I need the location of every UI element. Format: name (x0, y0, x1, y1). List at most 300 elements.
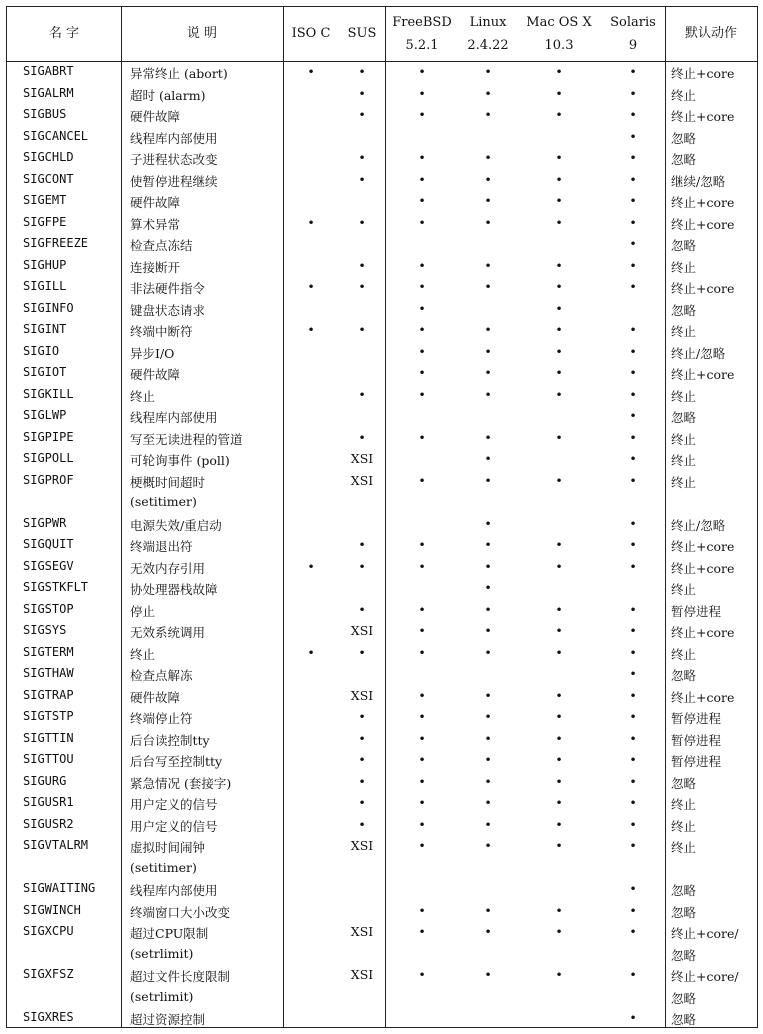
solaris-mark: • (629, 128, 637, 144)
macosx-mark: • (555, 386, 563, 402)
iso-c-mark: • (307, 214, 315, 230)
table-row (7, 967, 757, 1010)
solaris-mark: • (629, 752, 637, 767)
signal-name: SIGFPE (23, 214, 67, 229)
solaris-mark: • (629, 623, 637, 638)
default-action: 终止+core (671, 689, 735, 705)
default-action: 忽略 (671, 668, 697, 683)
solaris-mark: • (629, 171, 637, 187)
table-row (7, 1010, 757, 1032)
default-action: 继续/忽略 (671, 173, 726, 189)
table-row (7, 430, 757, 452)
linux-mark: • (484, 386, 492, 402)
signal-name: SIGABRT (23, 64, 74, 78)
linux-mark: • (484, 730, 492, 746)
signal-description: 紧急情况 (套接字) (130, 775, 232, 791)
default-action: 终止+core (671, 367, 735, 382)
signal-description: 线程库内部使用 (130, 130, 218, 146)
sus-mark: • (358, 429, 366, 445)
linux-mark: • (484, 429, 492, 445)
default-action: 终止 (671, 388, 697, 404)
freebsd-mark: • (418, 322, 426, 337)
default-action: 终止+core (671, 195, 735, 210)
macosx-mark: • (555, 107, 563, 122)
linux-mark: • (484, 85, 492, 101)
signal-description: 非法硬件指令 (130, 281, 206, 296)
macosx-mark: • (555, 967, 563, 982)
default-action: 终止/忽略 (671, 517, 726, 533)
solaris-mark: • (629, 365, 637, 380)
signal-description: 硬件故障 (130, 195, 181, 210)
default-action: 终止 (671, 840, 697, 855)
default-action: 终止+core (671, 66, 735, 81)
table-row (7, 129, 757, 151)
freebsd-mark: • (418, 773, 426, 789)
table-row (7, 731, 757, 753)
freebsd-mark: • (418, 644, 426, 660)
signal-name: SIGWINCH (23, 902, 81, 917)
sus-mark: • (358, 85, 366, 101)
signal-name: SIGXRES (23, 1010, 74, 1024)
linux-mark: • (484, 472, 492, 488)
signal-description: 线程库内部使用 (130, 410, 218, 425)
macosx-mark: • (555, 472, 563, 488)
freebsd-mark: • (418, 279, 426, 294)
default-action: 暂停进程 (671, 754, 722, 769)
signal-description: 异步I/O (130, 345, 175, 361)
signal-description: 后台写至控制tty (130, 754, 223, 769)
header-freebsd: FreeBSD 5.2.1 (392, 15, 452, 53)
macosx-mark: • (555, 601, 563, 617)
sus-mark: XSI (350, 623, 374, 638)
macosx-mark: • (555, 171, 563, 187)
solaris-mark: • (629, 902, 637, 918)
signal-description: 写至无读进程的管道 (130, 431, 243, 447)
default-action-extra: 忽略 (671, 947, 697, 963)
macosx-mark: • (555, 257, 563, 273)
default-action: 终止 (671, 818, 697, 834)
freebsd-mark: • (418, 343, 426, 359)
macosx-mark: • (555, 322, 563, 337)
signal-description: 异常终止 (abort) (130, 66, 228, 81)
table-row (7, 838, 757, 881)
table-row (7, 172, 757, 194)
table-row (7, 451, 757, 473)
table-row (7, 881, 757, 903)
signal-name: SIGSYS (23, 623, 67, 637)
signal-description: 算术异常 (130, 216, 181, 232)
signal-description: 用户定义的信号 (130, 818, 218, 834)
solaris-mark: • (629, 85, 637, 101)
default-action: 终止 (671, 87, 697, 103)
sus-mark: XSI (350, 967, 374, 982)
solaris-mark: • (629, 709, 637, 724)
header-macosx: Mac OS X 10.3 (526, 15, 592, 53)
sus-mark: XSI (350, 924, 374, 939)
linux-mark: • (484, 343, 492, 359)
default-action: 忽略 (671, 152, 697, 167)
macosx-mark: • (555, 902, 563, 918)
freebsd-mark: • (418, 967, 426, 982)
freebsd-mark: • (418, 365, 426, 380)
macosx-mark: • (555, 795, 563, 810)
freebsd-mark: • (418, 601, 426, 617)
linux-mark: • (484, 171, 492, 187)
default-action: 终止 (671, 582, 697, 597)
table-row (7, 645, 757, 667)
linux-mark: • (484, 902, 492, 918)
signal-name: SIGVTALRM (23, 838, 89, 852)
default-action: 忽略 (671, 883, 697, 898)
signal-description: 超过CPU限制 (130, 926, 209, 941)
sus-mark: • (358, 322, 366, 337)
macosx-mark: • (555, 429, 563, 445)
default-action: 终止+core (671, 109, 735, 124)
solaris-mark: • (629, 386, 637, 402)
header-linux: Linux 2.4.22 (467, 15, 509, 53)
table-row (7, 709, 757, 731)
macosx-mark: • (555, 537, 563, 552)
table-row (7, 408, 757, 430)
signal-description: 用户定义的信号 (130, 797, 218, 812)
sus-mark: • (358, 601, 366, 617)
signal-description: 超过资源控制 (130, 1012, 206, 1027)
linux-mark: • (484, 150, 492, 165)
signal-description: 终止 (130, 646, 156, 662)
sus-mark: XSI (350, 451, 374, 466)
table-row (7, 559, 757, 581)
macosx-mark: • (555, 64, 563, 79)
freebsd-mark: • (418, 150, 426, 165)
solaris-mark: • (629, 795, 637, 810)
signal-name: SIGCHLD (23, 150, 74, 164)
solaris-mark: • (629, 601, 637, 617)
linux-mark: • (484, 795, 492, 810)
sus-mark: • (358, 64, 366, 79)
signal-name: SIGTTOU (23, 752, 74, 766)
solaris-mark: • (629, 924, 637, 939)
solaris-mark: • (629, 687, 637, 703)
default-action: 终止+core (671, 216, 735, 232)
linux-mark: • (484, 107, 492, 122)
table-row (7, 752, 757, 774)
sus-mark: • (358, 644, 366, 660)
signal-description: 检查点解冻 (130, 668, 193, 683)
solaris-mark: • (629, 451, 637, 466)
sus-mark: • (358, 279, 366, 294)
table-row (7, 688, 757, 710)
macosx-mark: • (555, 558, 563, 574)
freebsd-mark: • (418, 623, 426, 638)
linux-mark: • (484, 515, 492, 531)
freebsd-mark: • (418, 472, 426, 488)
signal-description: 终止 (130, 388, 156, 404)
signal-description-extra: (setrlimit) (130, 945, 194, 961)
macosx-mark: • (555, 752, 563, 767)
macosx-mark: • (555, 709, 563, 724)
signal-table (6, 6, 758, 1028)
signal-description: 梗概时间超时 (130, 474, 206, 490)
sus-mark: • (358, 171, 366, 187)
default-action: 暂停进程 (671, 732, 722, 748)
linux-mark: • (484, 709, 492, 724)
signal-description: 虚拟时间闹钟 (130, 840, 206, 855)
iso-c-mark: • (307, 279, 315, 294)
table-row (7, 64, 757, 86)
macosx-mark: • (555, 193, 563, 208)
default-action: 忽略 (671, 1012, 697, 1027)
table-row (7, 150, 757, 172)
table-row (7, 365, 757, 387)
linux-mark: • (484, 924, 492, 939)
table-row (7, 387, 757, 409)
table-row (7, 107, 757, 129)
solaris-mark: • (629, 773, 637, 789)
table-row (7, 537, 757, 559)
signal-name: SIGPOLL (23, 451, 74, 465)
signal-description: 无效系统调用 (130, 625, 206, 640)
solaris-mark: • (629, 343, 637, 359)
linux-mark: • (484, 967, 492, 982)
signal-description-extra: (setitimer) (130, 859, 197, 875)
signal-name: SIGHUP (23, 257, 67, 272)
header-sus: SUS (347, 26, 377, 41)
freebsd-mark: • (418, 795, 426, 810)
default-action: 终止/忽略 (671, 345, 726, 361)
macosx-mark: • (555, 773, 563, 789)
freebsd-mark: • (418, 214, 426, 230)
macosx-mark: • (555, 279, 563, 294)
default-action: 终止+core (671, 560, 735, 576)
solaris-mark: • (629, 408, 637, 423)
signal-name: SIGTSTP (23, 709, 74, 723)
default-action: 终止 (671, 431, 697, 447)
default-action: 终止+core/ (671, 926, 739, 941)
signal-description: 硬件故障 (130, 689, 181, 705)
linux-mark: • (484, 752, 492, 767)
default-action: 忽略 (671, 130, 697, 146)
default-action: 暂停进程 (671, 711, 722, 726)
signal-name: SIGBUS (23, 107, 67, 121)
signal-name: SIGTTIN (23, 730, 74, 745)
signal-description: 线程库内部使用 (130, 883, 218, 898)
default-action: 终止 (671, 646, 697, 662)
solaris-mark: • (629, 150, 637, 165)
sus-mark: • (358, 795, 366, 810)
solaris-mark: • (629, 881, 637, 896)
freebsd-mark: • (418, 730, 426, 746)
signal-description: 终端中断符 (130, 324, 193, 339)
solaris-mark: • (629, 730, 637, 746)
solaris-mark: • (629, 838, 637, 853)
table-row (7, 795, 757, 817)
solaris-mark: • (629, 515, 637, 531)
macosx-mark: • (555, 214, 563, 230)
macosx-mark: • (555, 150, 563, 165)
signal-description: 可轮询事件 (poll) (130, 453, 230, 468)
table-row (7, 473, 757, 516)
linux-mark: • (484, 773, 492, 789)
macosx-mark: • (555, 838, 563, 853)
macosx-mark: • (555, 365, 563, 380)
table-row (7, 344, 757, 366)
freebsd-mark: • (418, 752, 426, 767)
signal-description: 检查点冻结 (130, 238, 193, 253)
solaris-mark: • (629, 472, 637, 488)
sus-mark: • (358, 709, 366, 724)
signal-description: 后台读控制tty (130, 732, 210, 748)
default-action: 暂停进程 (671, 603, 722, 619)
sus-mark: • (358, 214, 366, 230)
signal-name: SIGINFO (23, 300, 74, 315)
signal-description: 超过文件长度限制 (130, 969, 231, 984)
sus-mark: XSI (350, 838, 374, 853)
sus-mark: • (358, 386, 366, 402)
default-action: 忽略 (671, 238, 697, 253)
default-action: 终止+core (671, 539, 735, 554)
freebsd-mark: • (418, 300, 426, 316)
table-row (7, 580, 757, 602)
freebsd-mark: • (418, 558, 426, 574)
sus-mark: • (358, 730, 366, 746)
iso-c-mark: • (307, 644, 315, 660)
table-row (7, 301, 757, 323)
freebsd-mark: • (418, 386, 426, 402)
solaris-mark: • (629, 429, 637, 445)
signal-name: SIGTHAW (23, 666, 74, 680)
solaris-mark: • (629, 64, 637, 79)
solaris-mark: • (629, 666, 637, 681)
macosx-mark: • (555, 300, 563, 316)
macosx-mark: • (555, 687, 563, 703)
freebsd-mark: • (418, 924, 426, 939)
default-action: 忽略 (671, 775, 697, 791)
macosx-mark: • (555, 85, 563, 101)
freebsd-mark: • (418, 687, 426, 703)
freebsd-mark: • (418, 429, 426, 445)
linux-mark: • (484, 365, 492, 380)
table-row (7, 193, 757, 215)
signal-name: SIGUSR2 (23, 816, 74, 831)
header-default-action: 默认动作 (684, 26, 737, 41)
freebsd-mark: • (418, 902, 426, 918)
table-row (7, 924, 757, 967)
signal-name: SIGKILL (23, 386, 74, 401)
solaris-mark: • (629, 236, 637, 251)
signal-name: SIGQUIT (23, 537, 74, 551)
default-action: 终止 (671, 324, 697, 339)
signal-description: 硬件故障 (130, 109, 181, 124)
signal-name: SIGILL (23, 279, 67, 293)
solaris-mark: • (629, 193, 637, 208)
signal-name: SIGCANCEL (23, 128, 89, 143)
freebsd-mark: • (418, 107, 426, 122)
signal-name: SIGWAITING (23, 881, 96, 895)
macosx-mark: • (555, 644, 563, 660)
solaris-mark: • (629, 537, 637, 552)
table-row (7, 623, 757, 645)
sus-mark: • (358, 107, 366, 122)
signal-description: 终端窗口大小改变 (130, 904, 231, 920)
linux-mark: • (484, 623, 492, 638)
signal-description: 连接断开 (130, 259, 181, 275)
default-action: 忽略 (671, 904, 697, 920)
freebsd-mark: • (418, 257, 426, 273)
solaris-mark: • (629, 558, 637, 574)
freebsd-mark: • (418, 709, 426, 724)
signal-name: SIGXCPU (23, 924, 74, 938)
signal-name: SIGUSR1 (23, 795, 74, 809)
solaris-mark: • (629, 1010, 637, 1025)
signal-name: SIGPWR (23, 515, 67, 530)
freebsd-mark: • (418, 193, 426, 208)
signal-name: SIGALRM (23, 85, 74, 100)
linux-mark: • (484, 322, 492, 337)
linux-mark: • (484, 64, 492, 79)
signal-name: SIGIO (23, 343, 60, 358)
signal-description: 子进程状态改变 (130, 152, 218, 167)
sus-mark: • (358, 150, 366, 165)
default-action: 终止 (671, 453, 697, 468)
sus-mark: • (358, 773, 366, 789)
linux-mark: • (484, 214, 492, 230)
signal-name: SIGPIPE (23, 429, 74, 444)
linux-mark: • (484, 687, 492, 703)
macosx-mark: • (555, 730, 563, 746)
linux-mark: • (484, 279, 492, 294)
freebsd-mark: • (418, 85, 426, 101)
linux-mark: • (484, 816, 492, 832)
default-action: 终止+core (671, 625, 735, 640)
signal-name: SIGINT (23, 322, 67, 336)
sus-mark: XSI (350, 687, 374, 703)
default-action: 终止+core/ (671, 969, 739, 984)
signal-name: SIGFREEZE (23, 236, 89, 250)
signal-description-extra: (setrlimit) (130, 988, 194, 1004)
solaris-mark: • (629, 279, 637, 294)
signal-description: 超时 (alarm) (130, 87, 206, 103)
linux-mark: • (484, 451, 492, 466)
macosx-mark: • (555, 343, 563, 359)
linux-mark: • (484, 644, 492, 660)
default-action-extra: 忽略 (671, 990, 697, 1006)
freebsd-mark: • (418, 171, 426, 187)
signal-name: SIGXFSZ (23, 967, 74, 981)
solaris-mark: • (629, 644, 637, 660)
signal-name: SIGSEGV (23, 558, 74, 573)
signal-name: SIGSTOP (23, 601, 74, 616)
header-divider (7, 61, 757, 62)
table-row (7, 516, 757, 538)
signal-name: SIGSTKFLT (23, 580, 89, 594)
sus-mark: • (358, 816, 366, 832)
freebsd-mark: • (418, 838, 426, 853)
signal-description: 协处理器栈故障 (130, 582, 218, 597)
signal-name: SIGURG (23, 773, 67, 788)
table-row (7, 602, 757, 624)
signal-name: SIGEMT (23, 193, 67, 207)
solaris-mark: • (629, 967, 637, 982)
header-desc: 说 明 (186, 26, 218, 41)
linux-mark: • (484, 601, 492, 617)
solaris-mark: • (629, 214, 637, 230)
table-row (7, 817, 757, 839)
macosx-mark: • (555, 623, 563, 638)
sus-mark: • (358, 752, 366, 767)
macosx-mark: • (555, 924, 563, 939)
default-action: 终止 (671, 474, 697, 490)
default-action: 终止 (671, 797, 697, 812)
